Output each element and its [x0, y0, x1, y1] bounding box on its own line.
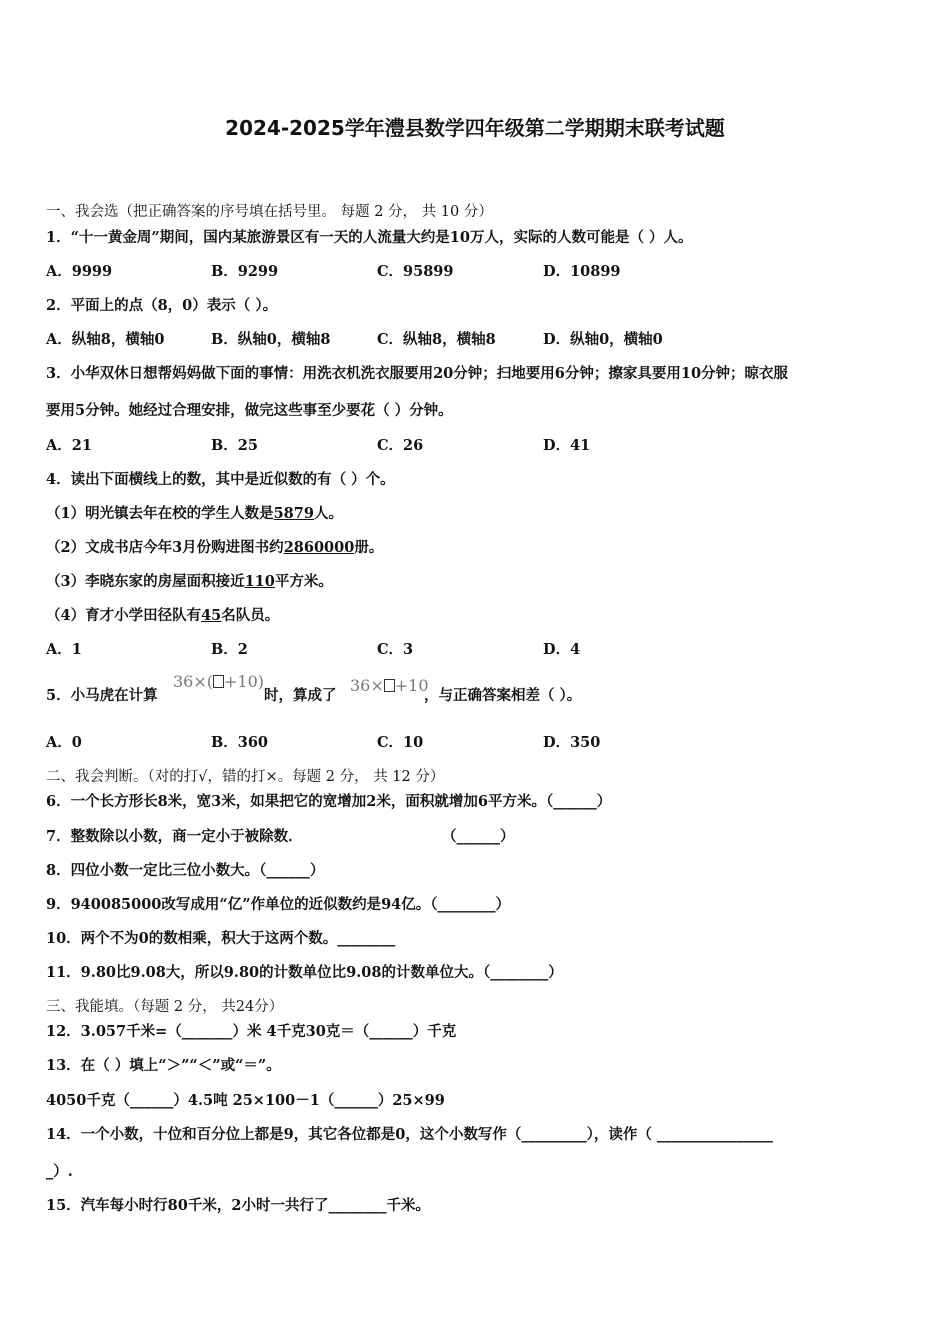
question-5-prefix: 5．小马虎在计算 — [46, 687, 158, 704]
q4-option-a: A．1 — [46, 641, 82, 658]
q3-option-a: A．21 — [46, 437, 92, 454]
q5-expr2-part-b: +10 — [394, 676, 429, 695]
question-3-line-2: 要用5分钟。她经过合理安排，做完这些事至少要花（ ）分钟。 — [46, 402, 453, 419]
q4-option-b: B．2 — [211, 641, 248, 658]
q4-item-1-text: （1）明光镇去年在校的学生人数是 — [46, 505, 274, 522]
question-7-answer-blank: （______） — [442, 828, 515, 845]
question-15: 15．汽车每小时行80千米，2小时一共行了________千米。 — [46, 1197, 430, 1214]
q5-option-c: C．10 — [377, 734, 424, 751]
q4-item-4-number: 45 — [201, 607, 222, 624]
q4-option-d: D．4 — [543, 641, 581, 658]
question-2: 2．平面上的点（8，0）表示（ ）。 — [46, 297, 278, 314]
q4-item-4-suffix: 名队员。 — [221, 607, 280, 624]
q5-option-b: B．360 — [211, 734, 269, 751]
q4-item-2 — [46, 538, 383, 558]
q5-expression-2 — [350, 676, 429, 695]
q3-option-d: D．41 — [543, 437, 591, 454]
question-14-line-1: 14．一个小数，十位和百分位上都是9，其它各位都是0，这个小数写作（_________），读作（ ________________ — [46, 1126, 773, 1143]
question-8: 8．四位小数一定比三位小数大。（______） — [46, 862, 325, 879]
q2-option-c: C．纵轴8，横轴8 — [377, 331, 496, 348]
q4-item-4 — [46, 606, 279, 626]
question-6: 6．一个长方形长8米，宽3米，如果把它的宽增加2米，面积就增加6平方米。（______） — [46, 793, 612, 810]
section-3-heading: 三、我能填。（每题 2 分， 共24分） — [46, 999, 284, 1015]
question-5-middle: 时，算成了 — [264, 687, 337, 704]
q3-option-b: B．25 — [211, 437, 258, 454]
blank-box-icon — [384, 679, 395, 692]
q5-option-d: D．350 — [543, 734, 601, 751]
question-5-suffix: ，与正确答案相差（ ）。 — [424, 687, 582, 704]
q4-item-2-text: （2）文成书店今年3月份购进图书约 — [46, 539, 284, 556]
question-10: 10．两个不为0的数相乘，积大于这两个数。________ — [46, 930, 396, 947]
q4-item-1 — [46, 504, 343, 524]
q2-option-b: B．纵轴0，横轴8 — [211, 331, 331, 348]
question-9: 9．940085000改写成用“亿”作单位的近似数约是94亿。（________） — [46, 896, 510, 913]
q4-item-4-text: （4）育才小学田径队有 — [46, 607, 202, 624]
question-12: 12．3.057千米=（_______）米 4千克30克＝（______）千克 — [46, 1023, 457, 1040]
q3-option-c: C．26 — [377, 437, 424, 454]
question-7: 7．整数除以小数，商一定小于被除数． — [46, 828, 303, 845]
q5-expr1-part-a: 36×( — [173, 672, 214, 691]
question-13: 13．在（ ）填上“＞”“＜”或“＝”。 — [46, 1057, 281, 1074]
question-4: 4．读出下面横线上的数，其中是近似数的有（ ）个。 — [46, 471, 395, 488]
q5-expr2-part-a: 36× — [350, 676, 384, 695]
q1-option-a: A．9999 — [46, 263, 113, 280]
q5-option-a: A．0 — [46, 734, 82, 751]
question-1: 1．“十一黄金周”期间，国内某旅游景区有一天的人流量大约是10万人，实际的人数可能是（ ）人。 — [46, 229, 693, 246]
section-1-heading: 一、我会选（把正确答案的序号填在括号里。 每题 2 分， 共 10 分） — [46, 204, 493, 220]
q4-item-3-number: 110 — [244, 573, 275, 590]
q2-option-a: A．纵轴8，横轴0 — [46, 331, 165, 348]
q5-expr1-part-b: +10) — [224, 672, 265, 691]
question-14-line-2: _）. — [46, 1163, 73, 1180]
q1-option-c: C．95899 — [377, 263, 454, 280]
q4-item-3 — [46, 572, 333, 592]
question-11: 11．9.80比9.08大，所以9.80的计数单位比9.08的计数单位大。（________） — [46, 964, 563, 981]
section-2-heading: 二、我会判断。（对的打√，错的打×。每题 2 分， 共 12 分） — [46, 769, 445, 785]
q4-option-c: C．3 — [377, 641, 414, 658]
q2-option-d: D．纵轴0，横轴0 — [543, 331, 663, 348]
q4-item-1-suffix: 人。 — [313, 505, 343, 522]
q4-item-2-suffix: 册。 — [354, 539, 384, 556]
q5-expression-1 — [173, 672, 264, 691]
q4-item-3-text: （3）李晓东家的房屋面积接近 — [46, 573, 245, 590]
q4-item-1-number: 5879 — [273, 505, 314, 522]
question-13-items: 4050千克（______）4.5吨 25×100－1（______）25×99 — [46, 1092, 445, 1109]
page-title: 2024-2025学年澧县数学四年级第二学期期末联考试题 — [225, 116, 725, 140]
q1-option-d: D．10899 — [543, 263, 621, 280]
q4-item-3-suffix: 平方米。 — [274, 573, 333, 590]
q1-option-b: B．9299 — [211, 263, 279, 280]
q4-item-2-number: 2860000 — [283, 539, 355, 556]
question-3-line-1: 3．小华双休日想帮妈妈做下面的事情：用洗衣机洗衣服要用20分钟；扫地要用6分钟；擦家具要用10分钟；晾衣服 — [46, 365, 789, 382]
blank-box-icon — [213, 675, 224, 688]
